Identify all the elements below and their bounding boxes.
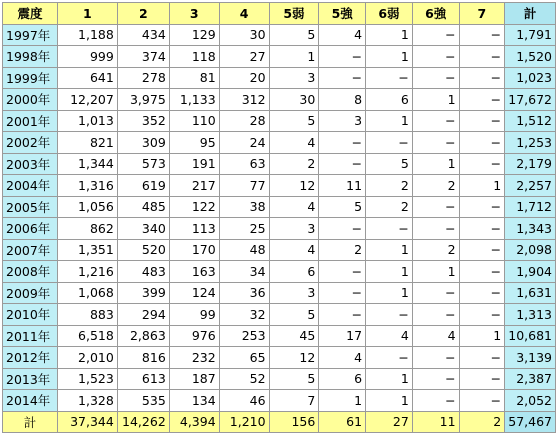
cell-c6u: − bbox=[412, 196, 459, 218]
table-row bbox=[3, 175, 556, 197]
totals-cell: 61 bbox=[319, 411, 366, 433]
header-3: 3 bbox=[169, 3, 219, 25]
cell-c6l: 5 bbox=[366, 153, 413, 175]
cell-c6u: 1 bbox=[412, 153, 459, 175]
table-row bbox=[3, 261, 556, 283]
row-year: 2002年 bbox=[3, 132, 58, 154]
totals-cell: 27 bbox=[366, 411, 413, 433]
cell-c7: − bbox=[459, 132, 505, 154]
cell-c1: 6,518 bbox=[57, 325, 117, 347]
table-row bbox=[3, 282, 556, 304]
table-row bbox=[3, 46, 556, 68]
cell-c4: 24 bbox=[219, 132, 269, 154]
cell-c2: 374 bbox=[117, 46, 169, 68]
cell-c4: 36 bbox=[219, 282, 269, 304]
cell-c6u: − bbox=[412, 368, 459, 390]
cell-c4: 20 bbox=[219, 67, 269, 89]
table-row bbox=[3, 132, 556, 154]
cell-c3: 129 bbox=[169, 24, 219, 46]
cell-c1: 1,351 bbox=[57, 239, 117, 261]
table-row bbox=[3, 239, 556, 261]
cell-c5l: 3 bbox=[269, 282, 319, 304]
row-year: 2005年 bbox=[3, 196, 58, 218]
cell-c6u: − bbox=[412, 67, 459, 89]
cell-c5l: 30 bbox=[269, 89, 319, 111]
cell-c3: 191 bbox=[169, 153, 219, 175]
cell-c3: 118 bbox=[169, 46, 219, 68]
cell-c2: 434 bbox=[117, 24, 169, 46]
cell-c6u: − bbox=[412, 218, 459, 240]
cell-c6u: − bbox=[412, 132, 459, 154]
table-body bbox=[3, 24, 556, 411]
row-year: 2014年 bbox=[3, 390, 58, 412]
cell-c6u: − bbox=[412, 282, 459, 304]
cell-c5l: 4 bbox=[269, 132, 319, 154]
row-total: 2,052 bbox=[505, 390, 556, 412]
cell-c3: 99 bbox=[169, 304, 219, 326]
table-row bbox=[3, 347, 556, 369]
header-2: 2 bbox=[117, 3, 169, 25]
cell-c5l: 5 bbox=[269, 368, 319, 390]
cell-c4: 52 bbox=[219, 368, 269, 390]
row-total: 1,904 bbox=[505, 261, 556, 283]
cell-c2: 613 bbox=[117, 368, 169, 390]
header-total: 計 bbox=[505, 3, 556, 25]
header-6-lower: 6弱 bbox=[366, 3, 413, 25]
cell-c7: − bbox=[459, 89, 505, 111]
row-year: 2003年 bbox=[3, 153, 58, 175]
cell-c6u: − bbox=[412, 347, 459, 369]
cell-c7: − bbox=[459, 304, 505, 326]
cell-c6u: 1 bbox=[412, 89, 459, 111]
row-year: 2006年 bbox=[3, 218, 58, 240]
cell-c5l: 6 bbox=[269, 261, 319, 283]
cell-c7: 1 bbox=[459, 175, 505, 197]
header-7: 7 bbox=[459, 3, 505, 25]
cell-c7: − bbox=[459, 368, 505, 390]
cell-c1: 1,328 bbox=[57, 390, 117, 412]
cell-c6u: − bbox=[412, 304, 459, 326]
cell-c6l: 1 bbox=[366, 24, 413, 46]
cell-c6l: 6 bbox=[366, 89, 413, 111]
row-total: 1,712 bbox=[505, 196, 556, 218]
cell-c7: − bbox=[459, 46, 505, 68]
cell-c6l: 1 bbox=[366, 239, 413, 261]
cell-c5l: 4 bbox=[269, 196, 319, 218]
cell-c5l: 4 bbox=[269, 239, 319, 261]
row-year: 2010年 bbox=[3, 304, 58, 326]
table-row bbox=[3, 24, 556, 46]
cell-c7: − bbox=[459, 67, 505, 89]
cell-c5l: 2 bbox=[269, 153, 319, 175]
table-row bbox=[3, 368, 556, 390]
grand-total: 57,467 bbox=[505, 411, 556, 433]
cell-c4: 65 bbox=[219, 347, 269, 369]
cell-c5u: − bbox=[319, 153, 366, 175]
row-total: 1,253 bbox=[505, 132, 556, 154]
row-total: 1,520 bbox=[505, 46, 556, 68]
cell-c6u: 2 bbox=[412, 175, 459, 197]
cell-c3: 134 bbox=[169, 390, 219, 412]
cell-c1: 1,316 bbox=[57, 175, 117, 197]
cell-c1: 999 bbox=[57, 46, 117, 68]
cell-c2: 483 bbox=[117, 261, 169, 283]
cell-c1: 641 bbox=[57, 67, 117, 89]
cell-c5u: − bbox=[319, 67, 366, 89]
header-5-upper: 5強 bbox=[319, 3, 366, 25]
table-row bbox=[3, 153, 556, 175]
cell-c2: 619 bbox=[117, 175, 169, 197]
row-year: 2012年 bbox=[3, 347, 58, 369]
earthquake-intensity-table bbox=[2, 2, 556, 433]
table-row bbox=[3, 304, 556, 326]
cell-c1: 883 bbox=[57, 304, 117, 326]
cell-c3: 122 bbox=[169, 196, 219, 218]
cell-c6l: 1 bbox=[366, 46, 413, 68]
cell-c3: 170 bbox=[169, 239, 219, 261]
cell-c6l: − bbox=[366, 67, 413, 89]
cell-c6u: − bbox=[412, 390, 459, 412]
cell-c6u: 1 bbox=[412, 261, 459, 283]
cell-c2: 520 bbox=[117, 239, 169, 261]
cell-c6l: 1 bbox=[366, 110, 413, 132]
cell-c2: 309 bbox=[117, 132, 169, 154]
cell-c4: 38 bbox=[219, 196, 269, 218]
cell-c6l: 2 bbox=[366, 175, 413, 197]
cell-c5l: 1 bbox=[269, 46, 319, 68]
cell-c5l: 45 bbox=[269, 325, 319, 347]
row-total: 2,179 bbox=[505, 153, 556, 175]
table-row bbox=[3, 110, 556, 132]
cell-c5l: 12 bbox=[269, 347, 319, 369]
row-year: 2007年 bbox=[3, 239, 58, 261]
cell-c5u: 4 bbox=[319, 24, 366, 46]
cell-c3: 95 bbox=[169, 132, 219, 154]
row-year: 2013年 bbox=[3, 368, 58, 390]
row-year: 1999年 bbox=[3, 67, 58, 89]
cell-c5u: 4 bbox=[319, 347, 366, 369]
row-total: 1,631 bbox=[505, 282, 556, 304]
cell-c3: 187 bbox=[169, 368, 219, 390]
cell-c7: − bbox=[459, 239, 505, 261]
cell-c5u: − bbox=[319, 304, 366, 326]
cell-c5u: 11 bbox=[319, 175, 366, 197]
cell-c7: − bbox=[459, 153, 505, 175]
row-total: 17,672 bbox=[505, 89, 556, 111]
table-row bbox=[3, 89, 556, 111]
cell-c5u: 3 bbox=[319, 110, 366, 132]
totals-cell: 4,394 bbox=[169, 411, 219, 433]
table-row bbox=[3, 218, 556, 240]
row-total: 10,681 bbox=[505, 325, 556, 347]
cell-c7: − bbox=[459, 218, 505, 240]
cell-c6l: − bbox=[366, 132, 413, 154]
cell-c6l: 4 bbox=[366, 325, 413, 347]
cell-c4: 77 bbox=[219, 175, 269, 197]
cell-c5l: 7 bbox=[269, 390, 319, 412]
cell-c3: 113 bbox=[169, 218, 219, 240]
cell-c6u: − bbox=[412, 24, 459, 46]
totals-cell: 11 bbox=[412, 411, 459, 433]
totals-cell: 2 bbox=[459, 411, 505, 433]
cell-c1: 1,013 bbox=[57, 110, 117, 132]
cell-c5l: 12 bbox=[269, 175, 319, 197]
header-5-lower: 5弱 bbox=[269, 3, 319, 25]
cell-c4: 48 bbox=[219, 239, 269, 261]
cell-c1: 821 bbox=[57, 132, 117, 154]
cell-c3: 81 bbox=[169, 67, 219, 89]
cell-c4: 63 bbox=[219, 153, 269, 175]
cell-c6l: − bbox=[366, 347, 413, 369]
row-year: 2009年 bbox=[3, 282, 58, 304]
header-intensity: 震度 bbox=[3, 3, 58, 25]
cell-c5l: 3 bbox=[269, 218, 319, 240]
cell-c5u: 17 bbox=[319, 325, 366, 347]
table-row bbox=[3, 325, 556, 347]
row-total: 1,343 bbox=[505, 218, 556, 240]
row-total: 1,791 bbox=[505, 24, 556, 46]
cell-c4: 25 bbox=[219, 218, 269, 240]
cell-c2: 535 bbox=[117, 390, 169, 412]
cell-c4: 28 bbox=[219, 110, 269, 132]
row-year: 1998年 bbox=[3, 46, 58, 68]
cell-c5u: 6 bbox=[319, 368, 366, 390]
cell-c6u: 4 bbox=[412, 325, 459, 347]
header-6-upper: 6強 bbox=[412, 3, 459, 25]
cell-c1: 862 bbox=[57, 218, 117, 240]
cell-c4: 34 bbox=[219, 261, 269, 283]
cell-c2: 340 bbox=[117, 218, 169, 240]
header-1: 1 bbox=[57, 3, 117, 25]
header-row bbox=[3, 3, 556, 25]
cell-c4: 32 bbox=[219, 304, 269, 326]
cell-c2: 485 bbox=[117, 196, 169, 218]
cell-c6l: 1 bbox=[366, 390, 413, 412]
table-row bbox=[3, 67, 556, 89]
cell-c1: 2,010 bbox=[57, 347, 117, 369]
row-year: 2001年 bbox=[3, 110, 58, 132]
row-total: 1,512 bbox=[505, 110, 556, 132]
cell-c6l: 1 bbox=[366, 282, 413, 304]
cell-c2: 816 bbox=[117, 347, 169, 369]
totals-cell: 37,344 bbox=[57, 411, 117, 433]
cell-c5u: − bbox=[319, 218, 366, 240]
cell-c5u: 8 bbox=[319, 89, 366, 111]
cell-c1: 1,344 bbox=[57, 153, 117, 175]
cell-c2: 352 bbox=[117, 110, 169, 132]
cell-c4: 30 bbox=[219, 24, 269, 46]
row-total: 2,257 bbox=[505, 175, 556, 197]
cell-c5u: − bbox=[319, 132, 366, 154]
row-total: 2,387 bbox=[505, 368, 556, 390]
table-row bbox=[3, 196, 556, 218]
cell-c6u: − bbox=[412, 110, 459, 132]
cell-c2: 399 bbox=[117, 282, 169, 304]
cell-c4: 27 bbox=[219, 46, 269, 68]
row-year: 2000年 bbox=[3, 89, 58, 111]
table-row bbox=[3, 390, 556, 412]
cell-c2: 2,863 bbox=[117, 325, 169, 347]
cell-c6l: 1 bbox=[366, 261, 413, 283]
cell-c1: 12,207 bbox=[57, 89, 117, 111]
totals-cell: 156 bbox=[269, 411, 319, 433]
cell-c2: 573 bbox=[117, 153, 169, 175]
cell-c3: 1,133 bbox=[169, 89, 219, 111]
cell-c5u: − bbox=[319, 282, 366, 304]
cell-c7: − bbox=[459, 24, 505, 46]
cell-c5u: − bbox=[319, 261, 366, 283]
cell-c2: 278 bbox=[117, 67, 169, 89]
totals-row bbox=[3, 411, 556, 433]
cell-c3: 976 bbox=[169, 325, 219, 347]
totals-cell: 14,262 bbox=[117, 411, 169, 433]
cell-c3: 163 bbox=[169, 261, 219, 283]
cell-c7: − bbox=[459, 261, 505, 283]
cell-c5u: 5 bbox=[319, 196, 366, 218]
row-total: 3,139 bbox=[505, 347, 556, 369]
cell-c6l: 1 bbox=[366, 368, 413, 390]
row-total: 1,313 bbox=[505, 304, 556, 326]
row-year: 2011年 bbox=[3, 325, 58, 347]
row-year: 1997年 bbox=[3, 24, 58, 46]
cell-c6l: 2 bbox=[366, 196, 413, 218]
row-year: 2004年 bbox=[3, 175, 58, 197]
cell-c3: 110 bbox=[169, 110, 219, 132]
cell-c4: 46 bbox=[219, 390, 269, 412]
header-4: 4 bbox=[219, 3, 269, 25]
cell-c6l: − bbox=[366, 218, 413, 240]
cell-c7: − bbox=[459, 347, 505, 369]
cell-c1: 1,523 bbox=[57, 368, 117, 390]
cell-c6u: 2 bbox=[412, 239, 459, 261]
cell-c7: − bbox=[459, 196, 505, 218]
cell-c1: 1,056 bbox=[57, 196, 117, 218]
cell-c3: 232 bbox=[169, 347, 219, 369]
totals-label: 計 bbox=[3, 411, 58, 433]
cell-c5l: 5 bbox=[269, 110, 319, 132]
cell-c5l: 5 bbox=[269, 24, 319, 46]
cell-c5u: − bbox=[319, 46, 366, 68]
cell-c3: 124 bbox=[169, 282, 219, 304]
cell-c4: 253 bbox=[219, 325, 269, 347]
cell-c5u: 1 bbox=[319, 390, 366, 412]
cell-c6l: − bbox=[366, 304, 413, 326]
cell-c2: 3,975 bbox=[117, 89, 169, 111]
cell-c6u: − bbox=[412, 46, 459, 68]
cell-c3: 217 bbox=[169, 175, 219, 197]
cell-c1: 1,188 bbox=[57, 24, 117, 46]
cell-c2: 294 bbox=[117, 304, 169, 326]
cell-c5l: 5 bbox=[269, 304, 319, 326]
cell-c7: − bbox=[459, 282, 505, 304]
totals-cell: 1,210 bbox=[219, 411, 269, 433]
cell-c4: 312 bbox=[219, 89, 269, 111]
cell-c7: − bbox=[459, 390, 505, 412]
cell-c5l: 3 bbox=[269, 67, 319, 89]
row-total: 2,098 bbox=[505, 239, 556, 261]
row-year: 2008年 bbox=[3, 261, 58, 283]
cell-c1: 1,068 bbox=[57, 282, 117, 304]
cell-c1: 1,216 bbox=[57, 261, 117, 283]
row-total: 1,023 bbox=[505, 67, 556, 89]
cell-c7: − bbox=[459, 110, 505, 132]
cell-c7: 1 bbox=[459, 325, 505, 347]
cell-c5u: 2 bbox=[319, 239, 366, 261]
